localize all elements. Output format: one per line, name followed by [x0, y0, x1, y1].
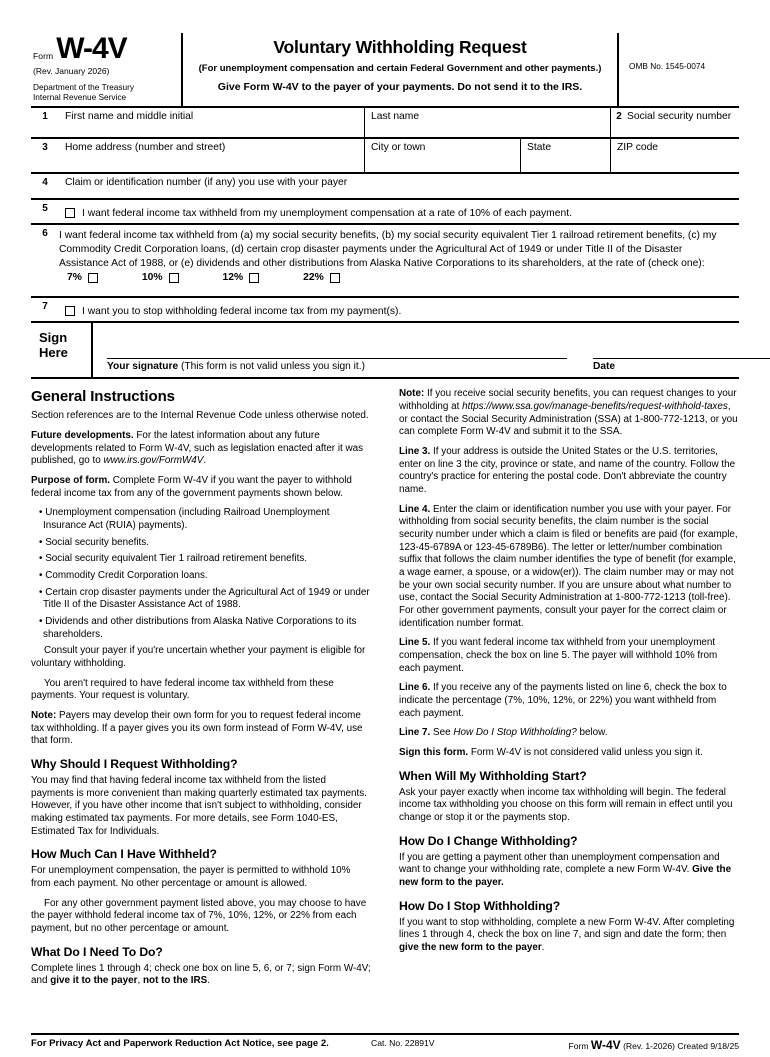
state-field[interactable]	[521, 139, 611, 172]
form-header	[31, 33, 739, 108]
form-number-title: W-4V	[56, 32, 127, 65]
footer-form-identity	[543, 1038, 739, 1052]
whatdo-mid: ,	[137, 975, 143, 987]
signature-label-rest: (This form is not valid unless you sign it.)	[178, 361, 365, 373]
first-name-field[interactable]	[59, 108, 365, 137]
line-5-instruction-text: If you want federal income tax withheld from your unemployment compensation, check the box on line 5. The payer will withhold 10% from each payment.	[399, 637, 718, 674]
payment-bullet: • Commodity Credit Corporation loans.	[39, 569, 208, 581]
whatdo-end: .	[207, 975, 210, 987]
line-7-checkbox[interactable]	[65, 306, 75, 316]
row-line-6	[31, 225, 739, 298]
ssn-label: Social security number	[627, 111, 732, 123]
header-omb-block	[619, 33, 739, 106]
line-7-number: 7	[42, 301, 48, 313]
line-6-instruction-text: If you receive any of the payments listed on line 6, check the box to indicate the percentage (7%, 10%, 12%, or 22%) you want withheld from each payment.	[399, 682, 727, 719]
sign-here-line-1: Sign	[39, 330, 68, 346]
payment-bullet: • Unemployment compensation (including Railroad Unemployment Insurance Act (RUIA) payments).	[39, 507, 330, 531]
stop-bold: give the new form to the payer	[399, 942, 542, 954]
line-7-instruction	[399, 727, 739, 740]
rate-checkbox-12[interactable]	[249, 273, 259, 283]
line-7-label: I want you to stop withholding federal income tax from my payment(s).	[82, 306, 402, 318]
payers-own-form-note	[31, 710, 371, 748]
sign-here-line-2: Here	[39, 344, 68, 360]
line-6-instruction	[399, 682, 739, 720]
rate-option-12[interactable]	[223, 271, 260, 285]
form-page	[0, 33, 770, 1057]
sign-this-form-label: Sign this form.	[399, 747, 469, 759]
why-request-withholding-heading: Why Should I Request Withholding?	[31, 757, 238, 771]
page-subtitle-instruction: Give Form W-4V to the payer of your payments. Do not send it to the IRS.	[217, 81, 583, 93]
how-much-withheld-text-1: For unemployment compensation, the payer is permitted to withhold 10% from each payment. No other percentage or amount is allowed.	[31, 865, 351, 890]
instructions-right-column	[399, 388, 739, 995]
whatdo-bold-irs: not to the IRS	[143, 975, 208, 987]
home-address-field[interactable]	[59, 139, 365, 172]
future-developments-end: .	[203, 455, 207, 467]
line-5-label: I want federal income tax withheld from my unemployment compensation at a rate of 10% of each payment.	[82, 208, 572, 220]
rate-label-12: 12%	[222, 271, 244, 283]
ssa-note-label: Note:	[399, 388, 425, 400]
sign-this-form-text: Form W-4V is not considered valid unless you sign it.	[468, 747, 703, 759]
line-3-instruction-text: If your address is outside the United States or the U.S. territories, enter on line 3 the city, province or state, and name of the country. Follow the country's practice for entering the postal code. Don't abbreviate the country name.	[399, 445, 736, 495]
home-address-label: Home address (number and street)	[65, 142, 226, 154]
line-2-number: 2	[616, 111, 622, 123]
line-6-instruction-label: Line 6.	[399, 682, 431, 694]
rate-label-10: 10%	[141, 271, 163, 283]
line-7-checkbox-row[interactable]	[65, 301, 739, 319]
payment-bullet: • Social security equivalent Tier 1 railroad retirement benefits.	[39, 553, 308, 565]
line-4-instruction-label: Line 4.	[399, 503, 431, 515]
rate-option-7[interactable]	[67, 271, 98, 285]
rate-checkbox-7[interactable]	[88, 273, 98, 283]
payment-bullet: • Dividends and other distributions from Alaska Native Corporations to its shareholders.	[39, 615, 357, 640]
last-name-field[interactable]	[365, 108, 611, 137]
signature-rule	[107, 358, 567, 359]
line-7-instruction-italic: How Do I Stop Withholding?	[453, 727, 577, 739]
line-3-instruction-label: Line 3.	[399, 445, 431, 457]
form-word-label: Form	[33, 51, 54, 61]
row-line-5	[31, 200, 739, 225]
row-line-4	[31, 174, 739, 200]
stop-end: .	[541, 942, 545, 954]
claim-number-field[interactable]	[59, 174, 739, 198]
ssa-note-paragraph	[399, 388, 739, 439]
line-3-instruction	[399, 446, 739, 497]
footer-form-suffix: (Rev. 1-2026) Created 9/18/25	[620, 1041, 739, 1051]
how-stop-withholding-text	[399, 917, 739, 955]
why-request-withholding-text: You may find that having federal income tax withheld from the listed payments is more convenient than making quarterly estimated tax payments. However, if you have other income that isn't subject to withholding, consider making estimated tax payments. For more details, see Form 1040-ES, Estimated Tax for Individuals.	[31, 775, 367, 837]
instructions-section	[31, 388, 739, 995]
general-instructions-heading: General Instructions	[31, 388, 175, 406]
note-label: Note:	[31, 709, 57, 721]
purpose-of-form-label: Purpose of form.	[31, 474, 111, 486]
line-5-number: 5	[42, 203, 48, 215]
how-change-withholding-text	[399, 852, 739, 890]
how-much-withheld-text-2: For any other government payment listed above, you may choose to have the payer withhold federal income tax of 7%, 10%, 12%, or 22% from each payment, but no other percentage or amount.	[31, 897, 367, 935]
page-title: Voluntary Withholding Request	[273, 37, 527, 57]
city-label: City or town	[371, 142, 426, 154]
how-much-withheld-heading: How Much Can I Have Withheld?	[31, 847, 217, 862]
whatdo-text: Complete lines 1 through 4; check one box on line 5, 6, or 7; sign Form W-4V; and	[31, 962, 371, 987]
agency-line-1: Department of the Treasury	[33, 81, 134, 92]
stop-text: If you want to stop withholding, complete a new Form W-4V. After completing lines 1 through 4, check the box on line 7, and sign and date the form; then	[399, 916, 735, 941]
rate-checkbox-22[interactable]	[330, 273, 340, 283]
line-5-instruction	[399, 637, 739, 675]
page-subtitle-scope: (For unemployment compensation and certain Federal Government and other payments.)	[198, 63, 602, 74]
sign-here-label	[31, 323, 93, 377]
payment-bullet: • Social security benefits.	[39, 536, 149, 548]
ssa-url[interactable]: https://www.ssa.gov/manage-benefits/request-withhold-taxes	[462, 400, 728, 412]
line-6-number: 6	[42, 228, 48, 240]
future-developments-paragraph	[31, 430, 371, 468]
rate-option-22[interactable]	[303, 271, 340, 285]
ssa-note-text-1: If you receive social security benefits, you can request changes to your withholding at	[399, 388, 737, 412]
row-line-3	[31, 139, 739, 174]
future-developments-text: For the latest information about any future developments related to Form W-4V, such as legislation enacted after it was published, go to	[31, 429, 364, 467]
zip-label: ZIP code	[617, 142, 659, 154]
signature-section	[31, 323, 739, 379]
change-text: If you are getting a payment other than unemployment compensation and want to change your withholding rate, complete a new Form W-4V.	[399, 851, 720, 876]
line-5-checkbox-row[interactable]	[65, 203, 739, 221]
instructions-left-column	[31, 388, 371, 995]
catalog-number: Cat. No. 22891V	[371, 1038, 435, 1048]
form-identity	[33, 32, 177, 65]
line-5-checkbox[interactable]	[65, 208, 75, 218]
future-developments-label: Future developments.	[31, 429, 134, 441]
line-7-instruction-post: below.	[576, 727, 608, 739]
line-6-text: I want federal income tax withheld from (a) my social security benefits, (b) my social security equivalent Tier 1 railroad retirement benefits, (c) my Commodity Credit Corporation loans, (d) certain crop disaster payments under the Agricultural Act of 1949 or under Title II of the Disaster Assistance Act of 1988, or (e) dividends and other distributions from Alaska Native Corporations to its shareholders, at the rate of (check one):	[59, 230, 717, 269]
rate-label-7: 7%	[67, 271, 82, 283]
line-4-number: 4	[42, 177, 48, 189]
rate-option-10[interactable]	[142, 271, 179, 285]
how-stop-withholding-heading: How Do I Stop Withholding?	[399, 898, 561, 913]
last-name-label: Last name	[371, 111, 420, 123]
consult-payer-text: Consult your payer if you're uncertain whether your payment is eligible for voluntary withholding.	[31, 645, 366, 669]
date-rule	[593, 358, 770, 359]
when-withholding-start-text: Ask your payer exactly when income tax withholding will begin. The federal income tax withholding you choose on this form will remain in effect until you change or stop it or the payments stop.	[399, 786, 733, 824]
header-title-block	[183, 33, 619, 106]
line-6-body	[59, 225, 739, 296]
signature-label-bold: Your signature	[107, 361, 179, 373]
whatdo-bold-payer: give it to the payer	[50, 975, 138, 987]
claim-number-label: Claim or identification number (if any) you use with your payer	[65, 177, 348, 189]
what-do-i-need-to-do-heading: What Do I Need To Do?	[31, 944, 163, 959]
footer-form-prefix: Form	[568, 1041, 591, 1051]
line-5-instruction-label: Line 5.	[399, 637, 431, 649]
ssn-field[interactable]	[611, 108, 739, 137]
when-withholding-start-heading: When Will My Withholding Start?	[399, 768, 587, 783]
line-4-instruction	[399, 504, 739, 631]
line-3-number: 3	[42, 142, 48, 154]
header-left-block	[31, 33, 183, 106]
state-label: State	[527, 142, 552, 154]
zip-field[interactable]	[611, 139, 739, 172]
signature-area	[93, 323, 739, 377]
issuing-agency	[33, 82, 177, 103]
line-1-number: 1	[42, 111, 48, 123]
voluntary-request-text: You aren't required to have federal income tax withheld from these payments. Your request is voluntary.	[31, 677, 334, 702]
agency-line-2: Internal Revenue Service	[33, 91, 127, 102]
form-revision-date: (Rev. January 2026)	[33, 65, 110, 76]
city-field[interactable]	[365, 139, 521, 172]
ssa-note-text-2: , or contact the Social Security Administration (SSA) at 1-800-772-1213, or you can complete Form W-4V and submit it to the SSA.	[399, 400, 738, 438]
how-change-withholding-heading: How Do I Change Withholding?	[399, 833, 578, 848]
date-field[interactable]: Date	[593, 361, 616, 373]
footer-form-number: W-4V	[590, 1038, 621, 1052]
what-do-i-need-to-do-text	[31, 963, 371, 988]
payment-bullet: • Certain crop disaster payments under the Agricultural Act of 1949 or under Title II of the Disaster Assistance Act of 1988.	[39, 586, 370, 611]
rate-checkbox-10[interactable]	[169, 273, 179, 283]
change-bold: Give the new form to the payer.	[399, 864, 732, 889]
purpose-of-form-text: Complete Form W-4V if you want the payer to withhold federal income tax from any of the government payments shown below.	[31, 474, 352, 499]
omb-number: OMB No. 1545-0074	[629, 61, 706, 71]
line-6-rate-options	[67, 271, 340, 285]
section-references-text: Section references are to the Internal Revenue Code unless otherwise noted.	[31, 410, 369, 422]
rate-label-22: 22%	[303, 271, 324, 283]
signature-field[interactable]	[107, 361, 365, 372]
first-name-label: First name and middle initial	[65, 111, 194, 123]
irs-form-url[interactable]: www.irs.gov/FormW4V	[103, 455, 204, 467]
sign-this-form-instruction	[399, 747, 739, 760]
note-text: Payers may develop their own form for you to request federal income tax withholding. If a payer gives you its own form instead of Form W-4V, use that form.	[31, 709, 363, 747]
form-body	[31, 33, 739, 995]
line-7-instruction-pre: See	[430, 727, 454, 739]
form-footer	[31, 1033, 739, 1052]
row-line-7	[31, 298, 739, 323]
privacy-act-notice: For Privacy Act and Paperwork Reduction Act Notice, see page 2.	[31, 1038, 329, 1049]
row-line-1	[31, 108, 739, 139]
purpose-of-form-paragraph	[31, 475, 371, 500]
line-7-instruction-label: Line 7.	[399, 727, 431, 739]
line-4-instruction-text: Enter the claim or identification number you use with your payer. For withholding from social security benefits, the claim number is the social security number under which a claim is filed or benefits are paid (for example, 123-45-6789A or 123-45-6789B6). The letter or letter/number combination suffix that follows the claim number identifies the type of benefit (for example, a wage earner, a spouse, or a widow(er)). The claim number may or may not be your own social security number. If you are unsure about what number to use, contact the Social Security Administration at 1-800-772-1213 (toll-free). For other government payments, consult your payer for the correct claim or identification number format.	[399, 503, 738, 629]
